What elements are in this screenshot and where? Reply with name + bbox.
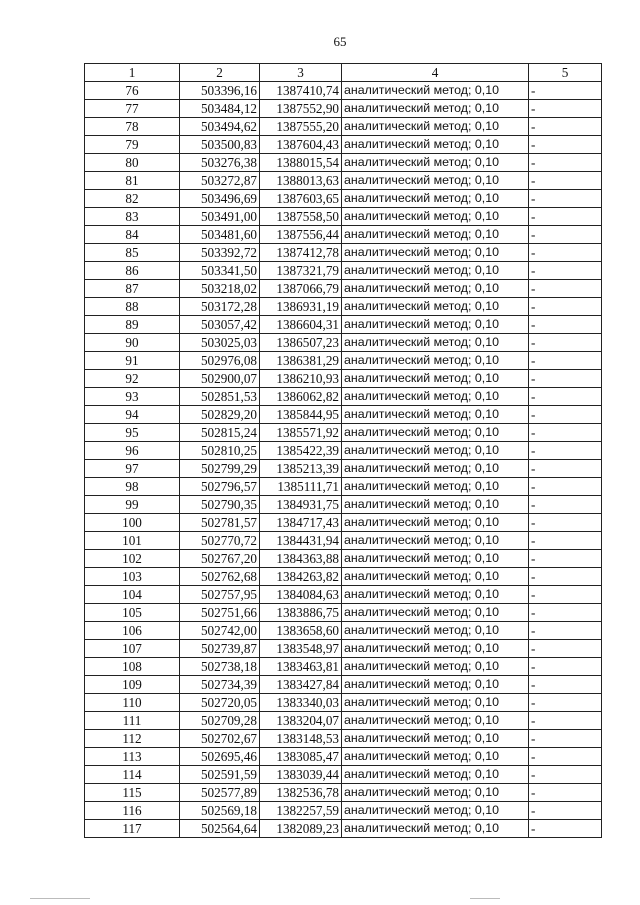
x-coordinate-cell: 503392,72	[180, 244, 260, 262]
method-accuracy-cell: аналитический метод; 0,10	[342, 658, 529, 676]
table-row	[85, 748, 602, 766]
x-coordinate-cell: 503396,16	[180, 82, 260, 100]
point-number-cell: 89	[85, 316, 180, 334]
header-col-5: 5	[529, 64, 602, 82]
x-coordinate-cell: 503484,12	[180, 100, 260, 118]
y-coordinate-cell: 1383548,97	[260, 640, 342, 658]
note-cell: -	[529, 694, 602, 712]
table-row	[85, 208, 602, 226]
table-row	[85, 424, 602, 442]
x-coordinate-cell: 503218,02	[180, 280, 260, 298]
x-coordinate-cell: 502851,53	[180, 388, 260, 406]
note-cell: -	[529, 406, 602, 424]
header-col-1: 1	[85, 64, 180, 82]
point-number-cell: 91	[85, 352, 180, 370]
y-coordinate-cell: 1385571,92	[260, 424, 342, 442]
point-number-cell: 101	[85, 532, 180, 550]
x-coordinate-cell: 502770,72	[180, 532, 260, 550]
method-accuracy-cell: аналитический метод; 0,10	[342, 370, 529, 388]
x-coordinate-cell: 503341,50	[180, 262, 260, 280]
note-cell: -	[529, 82, 602, 100]
table-row	[85, 316, 602, 334]
point-number-cell: 107	[85, 640, 180, 658]
method-accuracy-cell: аналитический метод; 0,10	[342, 568, 529, 586]
y-coordinate-cell: 1383340,03	[260, 694, 342, 712]
table-row	[85, 586, 602, 604]
point-number-cell: 117	[85, 820, 180, 838]
table-row	[85, 730, 602, 748]
table-row	[85, 622, 602, 640]
point-number-cell: 92	[85, 370, 180, 388]
x-coordinate-cell: 502591,59	[180, 766, 260, 784]
y-coordinate-cell: 1384263,82	[260, 568, 342, 586]
table-row	[85, 100, 602, 118]
note-cell: -	[529, 154, 602, 172]
note-cell: -	[529, 568, 602, 586]
note-cell: -	[529, 334, 602, 352]
point-number-cell: 78	[85, 118, 180, 136]
y-coordinate-cell: 1383039,44	[260, 766, 342, 784]
point-number-cell: 83	[85, 208, 180, 226]
table-row	[85, 766, 602, 784]
method-accuracy-cell: аналитический метод; 0,10	[342, 442, 529, 460]
y-coordinate-cell: 1387321,79	[260, 262, 342, 280]
table-row	[85, 478, 602, 496]
note-cell: -	[529, 298, 602, 316]
point-number-cell: 109	[85, 676, 180, 694]
table-row	[85, 82, 602, 100]
footer-scan-mark-left	[30, 898, 90, 899]
note-cell: -	[529, 172, 602, 190]
note-cell: -	[529, 280, 602, 298]
point-number-cell: 82	[85, 190, 180, 208]
table-row	[85, 658, 602, 676]
note-cell: -	[529, 640, 602, 658]
method-accuracy-cell: аналитический метод; 0,10	[342, 604, 529, 622]
header-col-3: 3	[260, 64, 342, 82]
y-coordinate-cell: 1388013,63	[260, 172, 342, 190]
method-accuracy-cell: аналитический метод; 0,10	[342, 514, 529, 532]
y-coordinate-cell: 1387558,50	[260, 208, 342, 226]
method-accuracy-cell: аналитический метод; 0,10	[342, 208, 529, 226]
method-accuracy-cell: аналитический метод; 0,10	[342, 586, 529, 604]
table-row	[85, 262, 602, 280]
method-accuracy-cell: аналитический метод; 0,10	[342, 226, 529, 244]
x-coordinate-cell: 502751,66	[180, 604, 260, 622]
point-number-cell: 99	[85, 496, 180, 514]
x-coordinate-cell: 503276,38	[180, 154, 260, 172]
table-row	[85, 802, 602, 820]
table-row	[85, 460, 602, 478]
method-accuracy-cell: аналитический метод; 0,10	[342, 406, 529, 424]
point-number-cell: 84	[85, 226, 180, 244]
y-coordinate-cell: 1383427,84	[260, 676, 342, 694]
method-accuracy-cell: аналитический метод; 0,10	[342, 118, 529, 136]
point-number-cell: 102	[85, 550, 180, 568]
point-number-cell: 98	[85, 478, 180, 496]
y-coordinate-cell: 1383085,47	[260, 748, 342, 766]
x-coordinate-cell: 502569,18	[180, 802, 260, 820]
x-coordinate-cell: 502815,24	[180, 424, 260, 442]
table-row	[85, 244, 602, 262]
point-number-cell: 93	[85, 388, 180, 406]
note-cell: -	[529, 388, 602, 406]
x-coordinate-cell: 502757,95	[180, 586, 260, 604]
x-coordinate-cell: 502781,57	[180, 514, 260, 532]
note-cell: -	[529, 550, 602, 568]
table-row	[85, 712, 602, 730]
note-cell: -	[529, 442, 602, 460]
method-accuracy-cell: аналитический метод; 0,10	[342, 388, 529, 406]
y-coordinate-cell: 1383463,81	[260, 658, 342, 676]
point-number-cell: 96	[85, 442, 180, 460]
x-coordinate-cell: 502829,20	[180, 406, 260, 424]
table-row	[85, 118, 602, 136]
y-coordinate-cell: 1384363,88	[260, 550, 342, 568]
note-cell: -	[529, 226, 602, 244]
y-coordinate-cell: 1388015,54	[260, 154, 342, 172]
method-accuracy-cell: аналитический метод; 0,10	[342, 82, 529, 100]
note-cell: -	[529, 748, 602, 766]
method-accuracy-cell: аналитический метод; 0,10	[342, 316, 529, 334]
y-coordinate-cell: 1387556,44	[260, 226, 342, 244]
header-col-4: 4	[342, 64, 529, 82]
x-coordinate-cell: 502900,07	[180, 370, 260, 388]
note-cell: -	[529, 712, 602, 730]
table-row	[85, 820, 602, 838]
table-row	[85, 514, 602, 532]
method-accuracy-cell: аналитический метод; 0,10	[342, 712, 529, 730]
point-number-cell: 100	[85, 514, 180, 532]
footer-scan-mark-right	[470, 898, 500, 899]
method-accuracy-cell: аналитический метод; 0,10	[342, 100, 529, 118]
method-accuracy-cell: аналитический метод; 0,10	[342, 784, 529, 802]
point-number-cell: 115	[85, 784, 180, 802]
note-cell: -	[529, 352, 602, 370]
page-number: 65	[333, 34, 347, 49]
x-coordinate-cell: 502790,35	[180, 496, 260, 514]
method-accuracy-cell: аналитический метод; 0,10	[342, 802, 529, 820]
x-coordinate-cell: 502810,25	[180, 442, 260, 460]
table-row	[85, 388, 602, 406]
note-cell: -	[529, 316, 602, 334]
note-cell: -	[529, 514, 602, 532]
point-number-cell: 88	[85, 298, 180, 316]
point-number-cell: 110	[85, 694, 180, 712]
table-row	[85, 550, 602, 568]
point-number-cell: 111	[85, 712, 180, 730]
point-number-cell: 112	[85, 730, 180, 748]
header-row	[85, 64, 602, 82]
method-accuracy-cell: аналитический метод; 0,10	[342, 136, 529, 154]
note-cell: -	[529, 658, 602, 676]
table-row	[85, 280, 602, 298]
y-coordinate-cell: 1386604,31	[260, 316, 342, 334]
point-number-cell: 95	[85, 424, 180, 442]
method-accuracy-cell: аналитический метод; 0,10	[342, 748, 529, 766]
x-coordinate-cell: 502739,87	[180, 640, 260, 658]
x-coordinate-cell: 502767,20	[180, 550, 260, 568]
point-number-cell: 85	[85, 244, 180, 262]
y-coordinate-cell: 1385111,71	[260, 478, 342, 496]
y-coordinate-cell: 1387066,79	[260, 280, 342, 298]
method-accuracy-cell: аналитический метод; 0,10	[342, 820, 529, 838]
x-coordinate-cell: 502762,68	[180, 568, 260, 586]
note-cell: -	[529, 820, 602, 838]
method-accuracy-cell: аналитический метод; 0,10	[342, 460, 529, 478]
note-cell: -	[529, 136, 602, 154]
method-accuracy-cell: аналитический метод; 0,10	[342, 496, 529, 514]
y-coordinate-cell: 1383148,53	[260, 730, 342, 748]
point-number-cell: 76	[85, 82, 180, 100]
method-accuracy-cell: аналитический метод; 0,10	[342, 172, 529, 190]
point-number-cell: 86	[85, 262, 180, 280]
table-row	[85, 226, 602, 244]
method-accuracy-cell: аналитический метод; 0,10	[342, 622, 529, 640]
point-number-cell: 77	[85, 100, 180, 118]
method-accuracy-cell: аналитический метод; 0,10	[342, 154, 529, 172]
note-cell: -	[529, 622, 602, 640]
table-row	[85, 352, 602, 370]
note-cell: -	[529, 262, 602, 280]
note-cell: -	[529, 190, 602, 208]
x-coordinate-cell: 503481,60	[180, 226, 260, 244]
note-cell: -	[529, 208, 602, 226]
table-row	[85, 604, 602, 622]
y-coordinate-cell: 1384931,75	[260, 496, 342, 514]
method-accuracy-cell: аналитический метод; 0,10	[342, 694, 529, 712]
note-cell: -	[529, 676, 602, 694]
x-coordinate-cell: 502577,89	[180, 784, 260, 802]
note-cell: -	[529, 532, 602, 550]
y-coordinate-cell: 1387555,20	[260, 118, 342, 136]
table-row	[85, 370, 602, 388]
note-cell: -	[529, 730, 602, 748]
point-number-cell: 106	[85, 622, 180, 640]
x-coordinate-cell: 502738,18	[180, 658, 260, 676]
y-coordinate-cell: 1387552,90	[260, 100, 342, 118]
x-coordinate-cell: 502702,67	[180, 730, 260, 748]
x-coordinate-cell: 503491,00	[180, 208, 260, 226]
x-coordinate-cell: 502734,39	[180, 676, 260, 694]
table-row	[85, 154, 602, 172]
x-coordinate-cell: 503057,42	[180, 316, 260, 334]
y-coordinate-cell: 1384431,94	[260, 532, 342, 550]
table-row	[85, 442, 602, 460]
table-row	[85, 298, 602, 316]
note-cell: -	[529, 478, 602, 496]
y-coordinate-cell: 1383658,60	[260, 622, 342, 640]
y-coordinate-cell: 1382536,78	[260, 784, 342, 802]
note-cell: -	[529, 244, 602, 262]
method-accuracy-cell: аналитический метод; 0,10	[342, 766, 529, 784]
table-row	[85, 532, 602, 550]
point-number-cell: 103	[85, 568, 180, 586]
x-coordinate-cell: 503025,03	[180, 334, 260, 352]
note-cell: -	[529, 370, 602, 388]
y-coordinate-cell: 1386062,82	[260, 388, 342, 406]
method-accuracy-cell: аналитический метод; 0,10	[342, 262, 529, 280]
point-number-cell: 81	[85, 172, 180, 190]
point-number-cell: 79	[85, 136, 180, 154]
method-accuracy-cell: аналитический метод; 0,10	[342, 298, 529, 316]
x-coordinate-cell: 503496,69	[180, 190, 260, 208]
table-row	[85, 136, 602, 154]
y-coordinate-cell: 1385213,39	[260, 460, 342, 478]
note-cell: -	[529, 604, 602, 622]
x-coordinate-cell: 502709,28	[180, 712, 260, 730]
x-coordinate-cell: 502796,57	[180, 478, 260, 496]
method-accuracy-cell: аналитический метод; 0,10	[342, 280, 529, 298]
y-coordinate-cell: 1386210,93	[260, 370, 342, 388]
y-coordinate-cell: 1387604,43	[260, 136, 342, 154]
table-row	[85, 496, 602, 514]
note-cell: -	[529, 100, 602, 118]
table-row	[85, 694, 602, 712]
y-coordinate-cell: 1387410,74	[260, 82, 342, 100]
y-coordinate-cell: 1386381,29	[260, 352, 342, 370]
method-accuracy-cell: аналитический метод; 0,10	[342, 640, 529, 658]
table-row	[85, 334, 602, 352]
point-number-cell: 105	[85, 604, 180, 622]
point-number-cell: 90	[85, 334, 180, 352]
note-cell: -	[529, 496, 602, 514]
y-coordinate-cell: 1387603,65	[260, 190, 342, 208]
point-number-cell: 80	[85, 154, 180, 172]
table-body	[85, 82, 602, 838]
y-coordinate-cell: 1385422,39	[260, 442, 342, 460]
method-accuracy-cell: аналитический метод; 0,10	[342, 334, 529, 352]
table-row	[85, 406, 602, 424]
y-coordinate-cell: 1386507,23	[260, 334, 342, 352]
x-coordinate-cell: 503272,87	[180, 172, 260, 190]
x-coordinate-cell: 502720,05	[180, 694, 260, 712]
method-accuracy-cell: аналитический метод; 0,10	[342, 676, 529, 694]
table-row	[85, 568, 602, 586]
y-coordinate-cell: 1385844,95	[260, 406, 342, 424]
point-number-cell: 114	[85, 766, 180, 784]
x-coordinate-cell: 503172,28	[180, 298, 260, 316]
y-coordinate-cell: 1384084,63	[260, 586, 342, 604]
y-coordinate-cell: 1386931,19	[260, 298, 342, 316]
method-accuracy-cell: аналитический метод; 0,10	[342, 532, 529, 550]
table-row	[85, 676, 602, 694]
x-coordinate-cell: 502695,46	[180, 748, 260, 766]
y-coordinate-cell: 1384717,43	[260, 514, 342, 532]
note-cell: -	[529, 460, 602, 478]
note-cell: -	[529, 424, 602, 442]
method-accuracy-cell: аналитический метод; 0,10	[342, 190, 529, 208]
table-row	[85, 190, 602, 208]
method-accuracy-cell: аналитический метод; 0,10	[342, 550, 529, 568]
y-coordinate-cell: 1383204,07	[260, 712, 342, 730]
x-coordinate-cell: 502742,00	[180, 622, 260, 640]
point-number-cell: 113	[85, 748, 180, 766]
x-coordinate-cell: 502564,64	[180, 820, 260, 838]
table-row	[85, 172, 602, 190]
note-cell: -	[529, 766, 602, 784]
point-number-cell: 94	[85, 406, 180, 424]
y-coordinate-cell: 1382257,59	[260, 802, 342, 820]
table-row	[85, 640, 602, 658]
header-col-2: 2	[180, 64, 260, 82]
note-cell: -	[529, 784, 602, 802]
method-accuracy-cell: аналитический метод; 0,10	[342, 244, 529, 262]
method-accuracy-cell: аналитический метод; 0,10	[342, 424, 529, 442]
note-cell: -	[529, 586, 602, 604]
x-coordinate-cell: 503500,83	[180, 136, 260, 154]
point-number-cell: 116	[85, 802, 180, 820]
y-coordinate-cell: 1383886,75	[260, 604, 342, 622]
point-number-cell: 87	[85, 280, 180, 298]
x-coordinate-cell: 502799,29	[180, 460, 260, 478]
method-accuracy-cell: аналитический метод; 0,10	[342, 730, 529, 748]
coordinates-table	[84, 63, 602, 838]
point-number-cell: 97	[85, 460, 180, 478]
y-coordinate-cell: 1382089,23	[260, 820, 342, 838]
method-accuracy-cell: аналитический метод; 0,10	[342, 478, 529, 496]
note-cell: -	[529, 118, 602, 136]
point-number-cell: 104	[85, 586, 180, 604]
x-coordinate-cell: 502976,08	[180, 352, 260, 370]
note-cell: -	[529, 802, 602, 820]
table-row	[85, 784, 602, 802]
method-accuracy-cell: аналитический метод; 0,10	[342, 352, 529, 370]
point-number-cell: 108	[85, 658, 180, 676]
x-coordinate-cell: 503494,62	[180, 118, 260, 136]
y-coordinate-cell: 1387412,78	[260, 244, 342, 262]
